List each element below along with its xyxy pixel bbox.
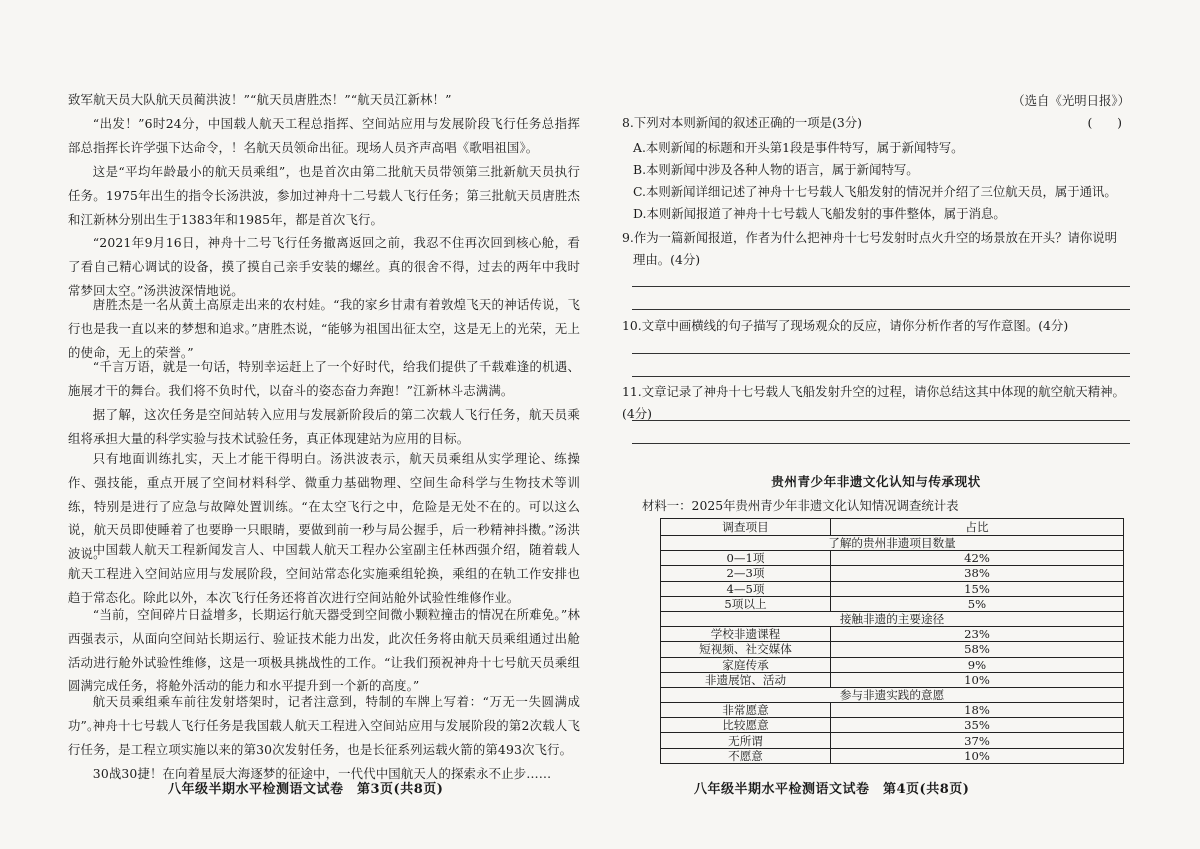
table-cell-percent: 58% — [831, 642, 1124, 657]
table-row — [661, 596, 1124, 611]
table-cell-item: 0—1项 — [661, 551, 831, 566]
left-page — [68, 0, 580, 849]
table-cell-item: 5项以上 — [661, 596, 831, 611]
table-cell-percent: 5% — [831, 596, 1124, 611]
option-b: B.本则新闻中涉及各种人物的语言，属于新闻特写。 — [633, 162, 919, 177]
option-d: D.本则新闻报道了神舟十七号载人飞船发射的事件整体，属于消息。 — [633, 206, 1006, 221]
table-group-title: 参与非遗实践的意愿 — [661, 687, 1124, 702]
table-cell-item: 家庭传承 — [661, 657, 831, 672]
answer-line[interactable] — [632, 309, 1130, 310]
table-row — [661, 581, 1124, 596]
table-row — [661, 703, 1124, 718]
table-cell-percent: 37% — [831, 733, 1124, 748]
answer-line[interactable] — [632, 376, 1130, 377]
page-footer: 八年级半期水平检测语文试卷 第4页(共8页) — [694, 782, 970, 797]
article-source: （选自《光明日报》） — [1012, 93, 1130, 108]
answer-line[interactable] — [632, 420, 1130, 421]
article-paragraph: “当前，空间碎片日益增多，长期运行航天器受到空间微小颗粒撞击的情况在所难免。”林西强表示，从面向空间站长期运行、验证技术能力出发，此次任务将由航天员乘组通过出舱活动进行舱外试验性维修，这是一项极具挑战性的工作。“让我们预祝神舟十七号航天员乘组圆满完成任务，将舱外活动的能力和水平提升到一个新的高度。” — [68, 607, 580, 694]
right-page — [622, 0, 1130, 849]
question-9-line-2: 理由。(4分) — [633, 252, 701, 267]
table-group-title: 接触非遗的主要途径 — [661, 611, 1124, 626]
section-title: 贵州青少年非遗文化认知与传承现状 — [771, 474, 981, 489]
article-paragraph: 30战30捷！在向着星辰大海逐梦的征途中，一代代中国航天人的探索永不止步…… — [92, 766, 552, 781]
table-row — [661, 642, 1124, 657]
table-cell-item: 不愿意 — [661, 748, 831, 763]
table-cell-item: 非遗展馆、活动 — [661, 672, 831, 687]
survey-body — [661, 536, 1124, 764]
answer-line[interactable] — [632, 353, 1130, 354]
answer-bracket[interactable]: ( ) — [1087, 115, 1122, 130]
table-cell-percent: 10% — [831, 748, 1124, 763]
table-cell-item: 学校非遗课程 — [661, 627, 831, 642]
table-row — [661, 733, 1124, 748]
article-paragraph: 航天员乘组乘车前往发射塔架时，记者注意到，特制的车牌上写着：“万无一失圆满成功”。 — [68, 694, 580, 733]
article-paragraph: 中国载人航天工程新闻发言人、中国载人航天工程办公室副主任林西强介绍，随着载人航天工程进入空间站应用与发展阶段，空间站常态化实施乘组轮换，乘组的在轨工作安排也趋于常态化。除此以外，本次飞行任务还将首次进行空间站舱外试验性维修作业。 — [68, 542, 580, 605]
table-cell-item: 比较愿意 — [661, 718, 831, 733]
table-group-title: 了解的贵州非遗项目数量 — [661, 536, 1124, 551]
table-cell-item: 非常愿意 — [661, 703, 831, 718]
table-header-row — [661, 519, 1124, 536]
page-footer: 八年级半期水平检测语文试卷 第3页(共8页) — [168, 782, 444, 797]
table-cell-item: 4—5项 — [661, 581, 831, 596]
survey-table — [660, 518, 1124, 764]
table-cell-item: 2—3项 — [661, 566, 831, 581]
table-header-cell: 占比 — [831, 519, 1124, 536]
article-paragraph: “2021年9月16日，神舟十二号飞行任务撤离返回之前，我忍不住再次回到核心舱，看了看自己精心调试的设备，摸了摸自己亲手安装的螺丝。真的很舍不得，过去的两年中我时常梦回太空。”汤洪波深情地说。 — [68, 235, 580, 298]
table-cell-percent: 18% — [831, 703, 1124, 718]
table-row — [661, 657, 1124, 672]
answer-line[interactable] — [632, 286, 1130, 287]
article-paragraph: 只有地面训练扎实，天上才能干得明白。汤洪波表示，航天员乘组从实学理论、练操作、强技能，重点开展了空间材料科学、微重力基础物理、空间生命科学与生物技术等训练，特别是进行了应急与故障处置训练。“在太空飞行之中，危险是无处不在的。可以这么说，航天员即使睡着了也要睁一只眼睛，要做到前一秒与局公握手，后一秒精神抖擞。”汤洪波说。 — [68, 451, 580, 562]
table-row — [661, 672, 1124, 687]
table-row — [661, 551, 1124, 566]
article-paragraph: 据了解，这次任务是空间站转入应用与发展新阶段后的第二次载人飞行任务，航天员乘组将承担大量的科学实验与技术试验任务，真正体现建站为应用的目标。 — [68, 407, 580, 446]
option-c: C.本则新闻详细记述了神舟十七号载人飞船发射的情况并介绍了三位航天员，属于通讯。 — [633, 184, 1117, 199]
article-paragraph: “出发！”6时24分，中国载人航天工程总指挥、空间站应用与发展阶段飞行任务总指挥部总指挥长许学强下达命令，！名航天员领命出征。现场人员齐声高唱《歌唱祖国》。 — [68, 116, 580, 155]
table-group-row — [661, 611, 1124, 626]
table-cell-percent: 23% — [831, 627, 1124, 642]
table-cell-percent: 10% — [831, 672, 1124, 687]
table-row — [661, 566, 1124, 581]
table-cell-percent: 35% — [831, 718, 1124, 733]
table-row — [661, 627, 1124, 642]
table-group-row — [661, 687, 1124, 702]
table-cell-percent: 42% — [831, 551, 1124, 566]
table-cell-item: 无所谓 — [661, 733, 831, 748]
question-8 — [622, 112, 1130, 134]
article-paragraph: 神舟十七号载人飞行任务是我国载人航天工程进入空间站应用与发展阶段的第2次载人飞行任务，是工程立项实施以来的第30次发射任务，也是长征系列运载火箭的第493次飞行。 — [68, 718, 580, 757]
question-8-stem: 8.下列对本则新闻的叙述正确的一项是(3分) — [622, 115, 863, 130]
article-paragraph: 这是“平均年龄最小的航天员乘组”，也是首次由第二批航天员带领第三批新航天员执行任务。1975年出生的指令长汤洪波，参加过神舟十二号载人飞行任务；第三批航天员唐胜杰和江新林分别出生于1383年和1985年，都是首次飞行。 — [68, 164, 580, 227]
table-row — [661, 718, 1124, 733]
article-paragraph: 唐胜杰是一名从黄土高原走出来的农村娃。“我的家乡甘肃有着敦煌飞天的神话传说，飞行也是我一直以来的梦想和追求。”唐胜杰说，“能够为祖国出征太空，这是无上的光荣，无上的使命，无上的荣誉。” — [68, 297, 580, 360]
article-paragraph: “千言万语，就是一句话，特别幸运赶上了一个好时代，给我们提供了千载难逢的机遇、施展才干的舞台。我们将不负时代，以奋斗的姿态奋力奔跑！”江新林斗志满满。 — [68, 359, 580, 398]
answer-line[interactable] — [632, 443, 1130, 444]
option-a: A.本则新闻的标题和开头第1段是事件特写，属于新闻特写。 — [633, 140, 964, 155]
question-10: 10.文章中画横线的句子描写了现场观众的反应，请你分析作者的写作意图。(4分) — [622, 318, 1069, 333]
table-cell-item: 短视频、社交媒体 — [661, 642, 831, 657]
table-cell-percent: 38% — [831, 566, 1124, 581]
table-cell-percent: 15% — [831, 581, 1124, 596]
table-header-cell: 调查项目 — [661, 519, 831, 536]
table-cell-percent: 9% — [831, 657, 1124, 672]
material-title: 材料一：2025年贵州青少年非遗文化认知情况调查统计表 — [642, 498, 959, 513]
question-11: 11.文章记录了神舟十七号载人飞船发射升空的过程，请你总结这其中体现的航空航天精神。(4分) — [622, 384, 1125, 421]
table-row — [661, 748, 1124, 763]
table-group-row — [661, 536, 1124, 551]
question-9-line-1: 9.作为一篇新闻报道，作者为什么把神舟十七号发射时点火升空的场景放在开头？请你说明 — [622, 230, 1118, 245]
article-paragraph: 致军航天员大队航天员蔺洪波！”“航天员唐胜杰！”“航天员江新林！” — [68, 92, 452, 107]
